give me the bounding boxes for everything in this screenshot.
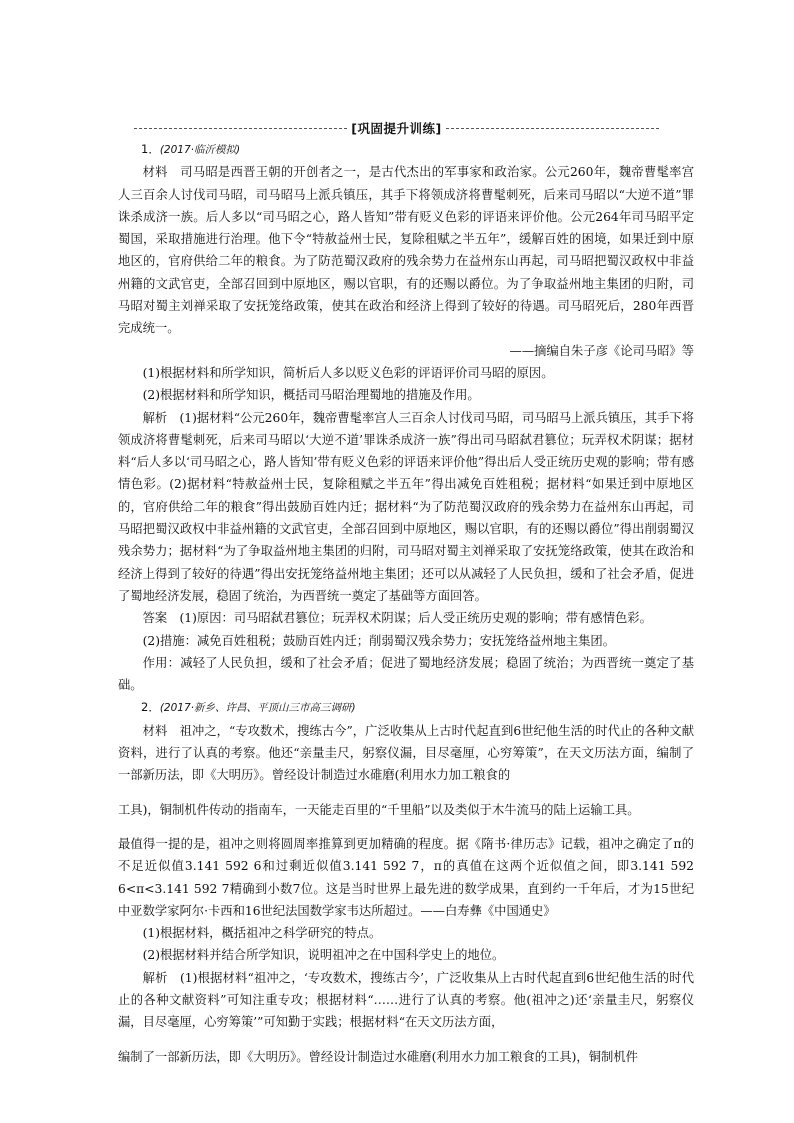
section-title: [巩固提升训练] [351,121,442,136]
header-dash-right [446,128,659,129]
section-header [134,118,659,138]
document-body [118,138,694,1068]
spacer [118,787,694,799]
question-2-source: (2017·新乡、许昌、平顶山三市高三调研) [159,702,356,715]
question-1-answer-1: 答案 (1)原因：司马昭弑君篡位；玩弄权术阴谋；后人受正统历史观的影响；带有感情色彩。 [142,611,652,626]
question-1-source: (2017·临沂模拟) [159,144,241,156]
question-1-heading [118,138,694,161]
spacer [118,821,694,833]
question-2-heading [118,696,694,719]
question-2-analysis-part-2: 编制了一部新历法，即《大明历》。曾经设计制造过水碓磨(利用水力加工粮食的工具)，铜制机件 [118,1049,638,1064]
question-1-subquestion-1: (1)根据材料和所学知识，简析后人多以贬义色彩的评语评价司马昭的原因。 [142,365,554,380]
question-1-answer-3: 作用：减轻了人民负担，缓和了社会矛盾；促进了蜀地经济发展；稳固了统治；为西晋统一奠定了基础。 [118,655,694,693]
question-2-analysis-part-1: 解析 (1)根据材料“祖冲之，‘专攻数术，搜练古今’，广泛收集从上古时代起直到6世纪他生活的时代止的各种文献资料”可知注重专攻；根据材料“……进行了认真的考察。他(祖冲之)还‘亲量圭尺，躬察仪漏，目尽毫厘，心穷筹策’”可知勤于实践；根据材料“在天文历法方面， [118,970,694,1030]
question-1-answer-2: (2)措施：减免百姓租税；鼓励百姓内迁；削弱蜀汉残余势力；安抚笼络益州地主集团。 [142,633,615,648]
spacer [118,1034,694,1046]
question-1-citation: ——摘编自朱子彦《论司马昭》等 [509,343,694,358]
question-2-subquestion-1: (1)根据材料，概括祖冲之科学研究的特点。 [142,926,382,941]
question-2-material-part-1: 材料 祖冲之，“专攻数术，搜练古今”，广泛收集从上古时代起直到6世纪他生活的时代止的各种文献资料，进行了认真的考察。他还“亲量圭尺，躬察仪漏，目尽毫厘，心穷筹策”，在天文历法方面，编制了一部新历法，即《大明历》。曾经设计制造过水碓磨(利用水力加工粮食的 [118,723,694,783]
question-1-analysis: 解析 (1)据材料“公元260年，魏帝曹髦率宫人三百余人讨伐司马昭，司马昭马上派兵镇压，其手下将领成济将曹髦刺死，后来司马昭以‘大逆不道’罪诛杀成济一族”得出司马昭弑君篡位；玩弄权术阴谋；据材料“后人多以‘司马昭之心，路人皆知’带有贬义色彩的评语来评价他”得出后人受正统历史观的影响；带有感情色彩。(2)据材料“特赦益州士民，复除租赋之半五年”得出减免百姓租税；据材料“如果迁到中原地区的，官府供给二年的粮食”得出鼓励百姓内迁；据材料“为了防范蜀汉政府的残余势力在益州东山再起，司马昭把蜀汉政权中非益州籍的文武官吏，全部召回到中原地区，赐以官职，有的还赐以爵位”得出削弱蜀汉残余势力；据材料“为了争取益州地主集团的归附，司马昭对蜀主刘禅采取了安抚笼络政策，使其在政治和经济上得到了较好的待遇”得出安抚笼络益州地主集团；还可以从减轻了人民负担，缓和了社会矛盾，促进了蜀地经济发展，稳固了统治，为西晋统一奠定了基础等方面回答。 [118,410,694,603]
question-2-material-part-3: 最值得一提的是，祖冲之则将圆周率推算到更加精确的程度。据《隋书·律历志》记载，祖冲之确定了π的不足近似值3.141 592 6和过剩近似值3.141 592 7，π的真值在这两个近似值之间，即3.141 592 6<π<3.141 592 7精确到小数7位。这是当时世界上最先进的数学成果，直到约一千年后，才为15世纪中亚数学家阿尔·卡西和16世纪法国数学家韦达所超过。——白寿彝《中国通史》 [118,836,694,918]
question-1-material: 材料 司马昭是西晋王朝的开创者之一，是古代杰出的军事家和政治家。公元260年，魏帝曹髦率宫人三百余人讨伐司马昭，司马昭马上派兵镇压，其手下将领成济将曹髦刺死，后来司马昭以“大逆不道”罪诛杀成济一族。后人多以“司马昭之心，路人皆知”带有贬义色彩的评语来评价他。公元264年司马昭平定蜀国，采取措施进行治理。他下令“特赦益州士民，复除租赋之半五年”，缓解百姓的困境，如果迁到中原地区的，官府供给二年的粮食。为了防范蜀汉政府的残余势力在益州东山再起，司马昭把蜀汉政权中非益州籍的文武官吏，全部召回到中原地区，赐以官职，有的还赐以爵位。为了争取益州地主集团的归附，司马昭对蜀主刘禅采取了安抚笼络政策，使其在政治和经济上得到了较好的待遇。司马昭死后，280年西晋完成统一。 [118,165,694,336]
question-2-subquestion-2: (2)根据材料并结合所学知识，说明祖冲之在中国科学史上的地位。 [142,948,505,963]
question-1-number: 1． [141,142,160,156]
header-dash-left [134,128,347,129]
question-2-material-part-2: 工具)，铜制机件传动的指南车，一天能走百里的“千里船”以及类似于木牛流马的陆上运输工具。 [118,802,640,817]
question-1-subquestion-2: (2)根据材料和所学知识，概括司马昭治理蜀地的措施及作用。 [142,388,480,403]
question-2-number: 2． [141,700,160,715]
